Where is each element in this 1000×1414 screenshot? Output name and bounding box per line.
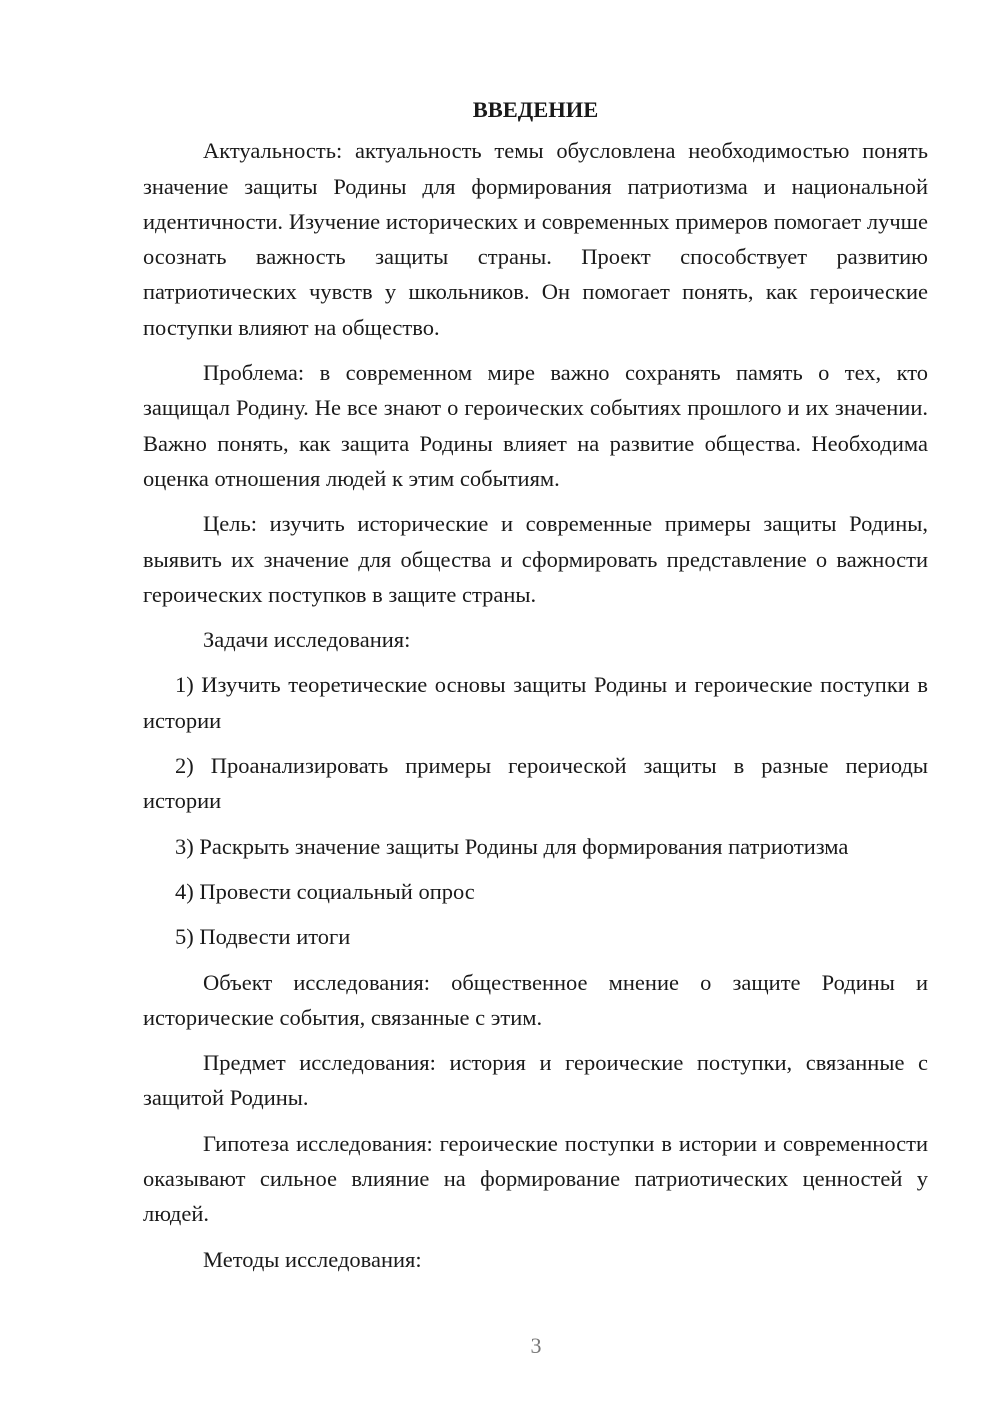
- task-item-1: 1) Изучить теоретические основы защиты Родины и героические поступки в истории: [143, 672, 928, 733]
- paragraph-subject: Предмет исследования: история и героические поступки, связанные с защитой Родины.: [143, 1050, 928, 1111]
- methods-heading: Методы исследования:: [203, 1246, 422, 1272]
- paragraph-hypothesis: Гипотеза исследования: героические поступки в истории и современности оказывают сильное влияние на формирование патриотических ценностей у людей.: [143, 1130, 928, 1227]
- paragraph-problem: Проблема: в современном мире важно сохранять память о тех, кто защищал Родину. Не все знают о героических событиях прошлого и их значении. Важно понять, как защита Родины влияет на развитие общества. Необходима оценка отношения людей к этим событиям.: [143, 360, 928, 491]
- tasks-heading: Задачи исследования:: [203, 627, 411, 653]
- paragraph-goal: Цель: изучить исторические и современные примеры защиты Родины, выявить их значение для общества и сформировать представление о важности героических поступков в защите страны.: [143, 511, 928, 607]
- section-title: ВВЕДЕНИЕ: [472, 97, 599, 122]
- document-page: [143, 92, 928, 1287]
- task-item-4: 4) Провести социальный опрос: [175, 878, 475, 904]
- paragraph-object: Объект исследования: общественное мнение о защите Родины и исторические события, связанные с этим.: [143, 969, 928, 1030]
- page-number: 3: [530, 1333, 542, 1358]
- task-item-2: 2) Проанализировать примеры героической защиты в разные периоды истории: [143, 753, 928, 814]
- task-item-5: 5) Подвести итоги: [175, 924, 351, 950]
- paragraph-relevance: Актуальность: актуальность темы обусловлена необходимостью понять значение защиты Родины для формирования патриотизма и национальной идентичности. Изучение исторических и современных примеров помогает лучше осознать важность защиты страны. Проект способствует развитию патриотических чувств у школьников. Он помогает понять, как героические поступки влияют на общество.: [143, 138, 928, 340]
- task-item-3: 3) Раскрыть значение защиты Родины для формирования патриотизма: [175, 833, 849, 859]
